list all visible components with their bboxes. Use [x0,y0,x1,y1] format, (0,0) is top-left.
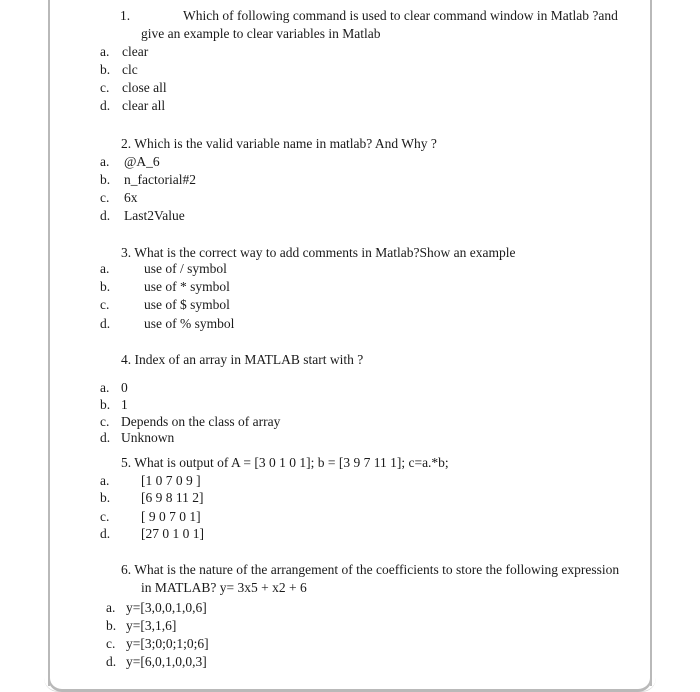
option-label: a. [100,380,110,395]
q2-option-a [100,154,160,170]
q6-option-a [106,600,207,616]
option-label: a. [106,600,116,615]
option-label: d. [100,98,111,113]
option-text: clc [122,62,138,77]
q6-option-c [106,636,209,652]
option-text: Last2Value [124,208,185,223]
q2-option-c [100,190,138,206]
option-text: y=[6,0,1,0,0,3] [126,654,207,669]
q3-option-a [100,261,227,277]
option-label: c. [100,414,110,429]
question-2-text: 2. Which is the valid variable name in matlab? And Why ? [121,136,437,151]
q1-option-c [100,80,167,96]
option-label: c. [100,80,110,95]
q5-option-d [100,526,204,542]
option-label: c. [106,636,116,651]
q4-option-d [100,430,174,446]
option-text: use of / symbol [144,261,227,276]
option-label: c. [100,509,110,524]
q1-option-b [100,62,138,78]
page-frame-right [650,0,652,686]
option-text: [ 9 0 7 0 1] [141,509,201,524]
question-6-text-line2: in MATLAB? y= 3x5 + x2 + 6 [141,580,307,595]
option-text: Unknown [121,430,175,445]
question-4-text: 4. Index of an array in MATLAB start with ? [121,352,364,367]
option-label: b. [100,397,111,412]
option-text: [27 0 1 0 1] [141,526,204,541]
q1-option-a [100,44,148,60]
question-1-text-line2: give an example to clear variables in Matlab [141,26,381,41]
question-1-text-line1: Which of following command is used to clear command window in Matlab ?and [183,8,618,23]
q6-option-b [106,618,176,634]
question-1-number: 1. [120,8,131,23]
q3-option-b [100,279,230,295]
option-label: d. [100,208,111,223]
option-text: 0 [121,380,128,395]
q5-option-c [100,509,201,525]
page-frame-bottom [48,676,652,692]
option-label: b. [100,62,111,77]
question-3-text: 3. What is the correct way to add comments in Matlab?Show an example [121,245,516,260]
q2-option-d [100,208,185,224]
option-text: close all [122,80,167,95]
option-label: a. [100,154,110,169]
q5-option-b [100,490,204,506]
option-text: y=[3,0,0,1,0,6] [126,600,207,615]
option-text: clear all [122,98,166,113]
q1-option-d [100,98,165,114]
option-label: d. [100,430,111,445]
option-text: 6x [124,190,138,205]
q4-option-b [100,397,128,413]
option-label: d. [100,526,111,541]
page-frame-left [48,0,50,686]
q6-option-d [106,654,207,670]
option-text: n_factorial#2 [124,172,196,187]
option-text: y=[3,1,6] [126,618,177,633]
option-label: b. [106,618,117,633]
option-text: Depends on the class of array [121,414,281,429]
question-5-text: 5. What is output of A = [3 0 1 0 1]; b = [3 9 7 11 1]; c=a.*b; [121,455,449,470]
option-text: @A_6 [124,154,160,169]
option-text: [1 0 7 0 9 ] [141,473,201,488]
option-label: a. [100,261,110,276]
option-label: c. [100,190,110,205]
q4-option-c [100,414,280,430]
option-label: b. [100,279,111,294]
q3-option-d [100,316,234,332]
option-text: use of % symbol [144,316,235,331]
option-text: [6 9 8 11 2] [141,490,204,505]
option-label: d. [106,654,117,669]
option-label: b. [100,172,111,187]
question-6-text-line1: 6. What is the nature of the arrangement of the coefficients to store the following expression [121,562,620,577]
option-text: 1 [121,397,128,412]
q4-option-a [100,380,128,396]
q3-option-c [100,297,230,313]
option-text: use of $ symbol [144,297,230,312]
option-label: d. [100,316,111,331]
q5-option-a [100,473,201,489]
option-label: a. [100,44,110,59]
option-text: use of * symbol [144,279,230,294]
option-text: clear [122,44,149,59]
q2-option-b [100,172,196,188]
option-text: y=[3;0;0;1;0;6] [126,636,209,651]
option-label: c. [100,297,110,312]
option-label: a. [100,473,110,488]
option-label: b. [100,490,111,505]
